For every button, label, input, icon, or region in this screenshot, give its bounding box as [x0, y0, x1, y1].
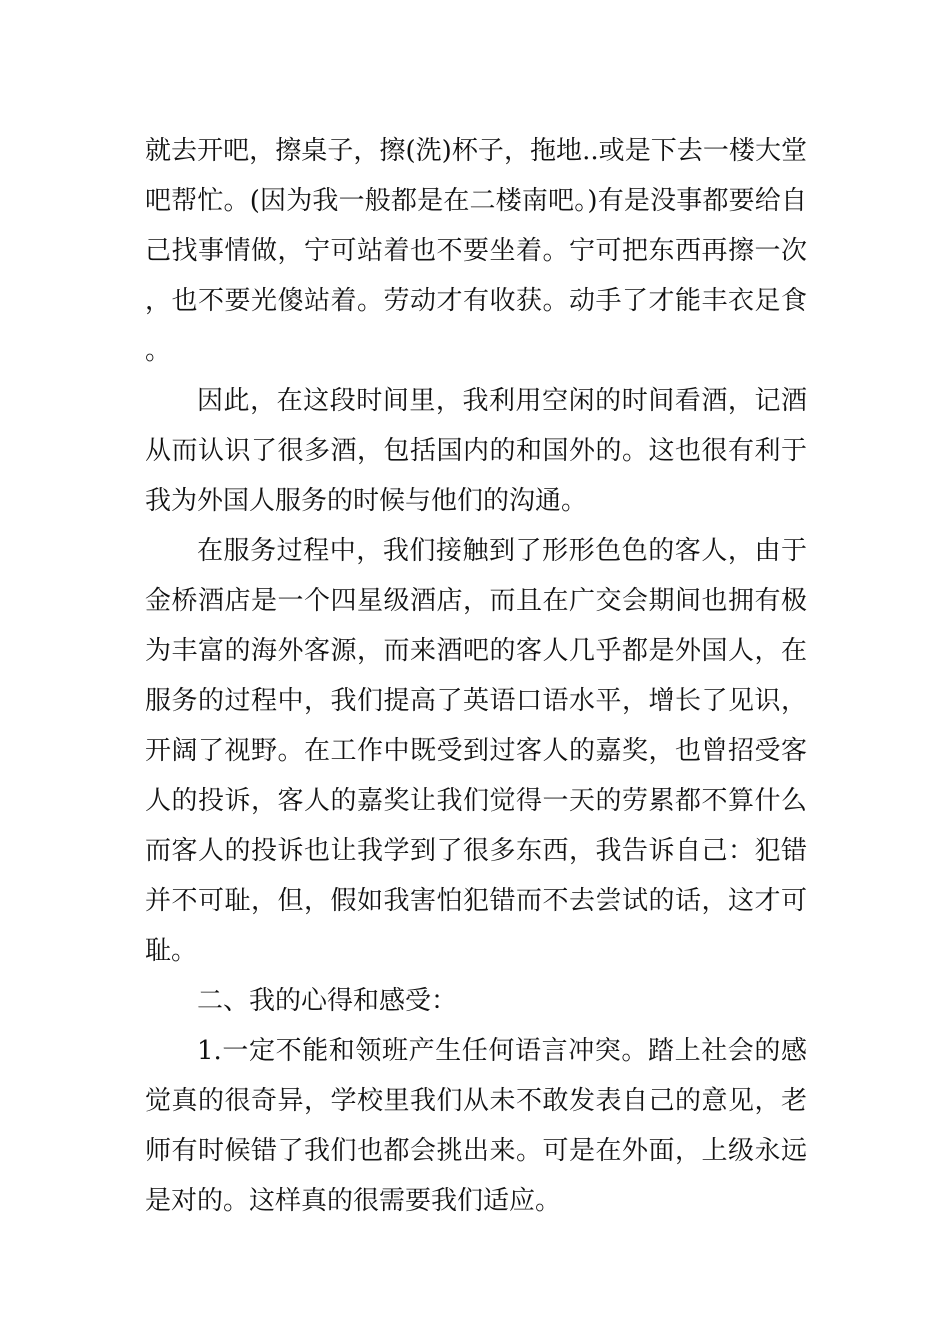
- paragraph-continuation: 就去开吧，擦桌子，擦(洗)杯子，拖地..或是下去一楼大堂吧帮忙。(因为我一般都是在二楼南吧。)有是没事都要给自己找事情做，宁可站着也不要坐着。宁可把东西再擦一次，也不要光傻站着。劳动才有收获。动手了才能丰衣足食。: [145, 136, 807, 366]
- paragraph-point-one: 1.一定不能和领班产生任何语言冲突。踏上社会的感觉真的很奇异，学校里我们从未不敢发表自己的意见，老师有时候错了我们也都会挑出来。可是在外面，上级永远是对的。这样真的很需要我们适应。: [145, 1036, 807, 1216]
- paragraph-wine-knowledge: 因此，在这段时间里，我利用空闲的时间看酒，记酒从而认识了很多酒，包括国内的和国外的。这也很有利于我为外国人服务的时候与他们的沟通。: [145, 386, 807, 516]
- paragraph-service-experience: 在服务过程中，我们接触到了形形色色的客人，由于金桥酒店是一个四星级酒店，而且在广交会期间也拥有极为丰富的海外客源，而来酒吧的客人几乎都是外国人，在服务的过程中，我们提高了英语口语水平，增长了见识，开阔了视野。在工作中既受到过客人的嘉奖，也曾招受客人的投诉，客人的嘉奖让我们觉得一天的劳累都不算什么而客人的投诉也让我学到了很多东西，我告诉自己：犯错并不可耻，但，假如我害怕犯错而不去尝试的话，这才可耻。: [145, 536, 807, 966]
- document-page: [145, 126, 807, 1226]
- section-heading-reflections: 二、我的心得和感受：: [197, 986, 458, 1016]
